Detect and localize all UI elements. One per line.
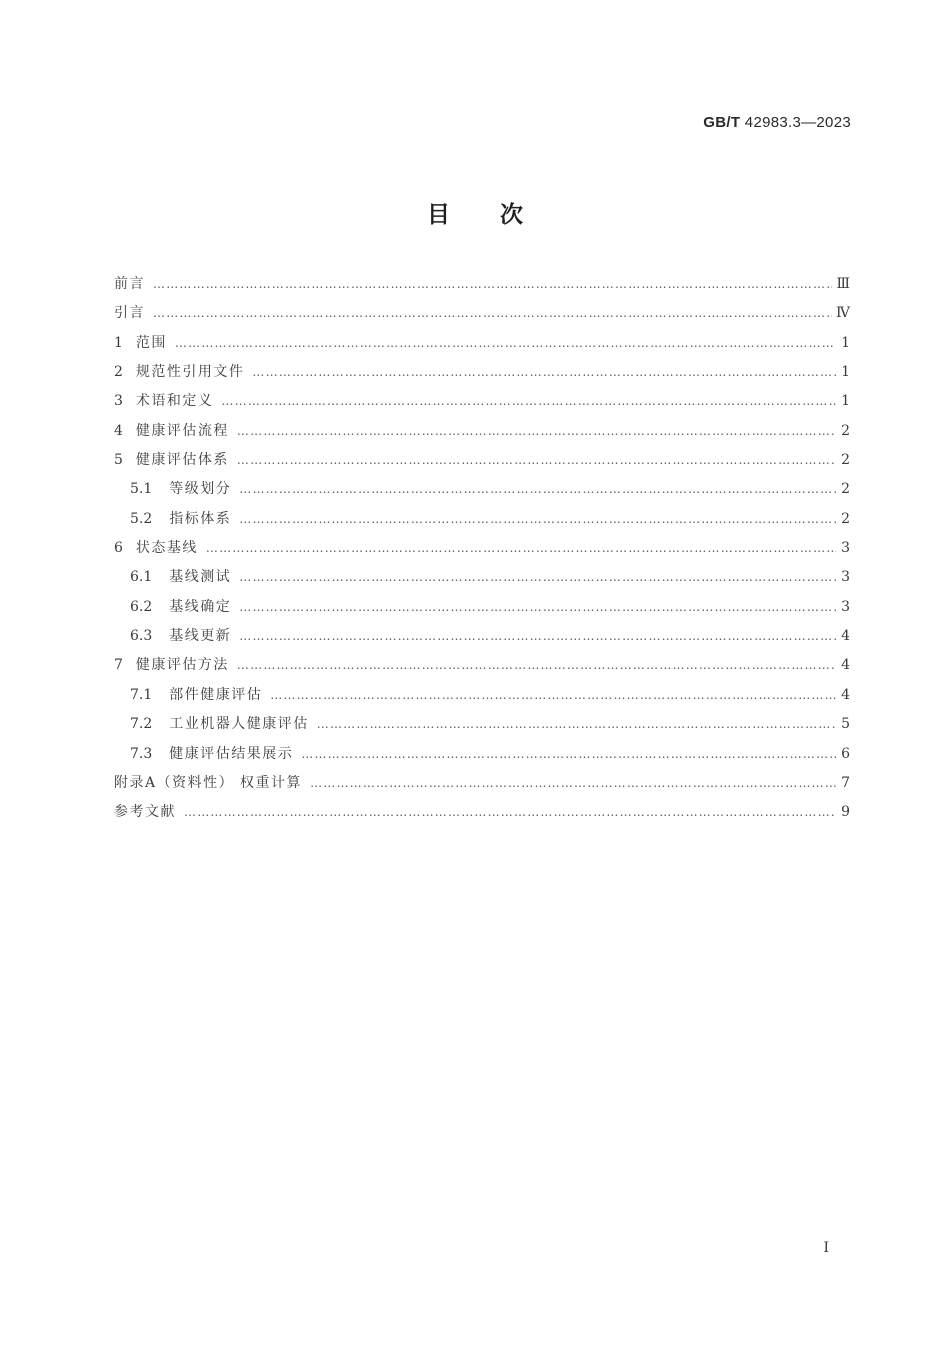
toc-entry-page: 7 xyxy=(841,774,850,791)
toc-entry-number: 4 xyxy=(114,422,123,439)
toc-leader-dots xyxy=(310,769,836,798)
toc-entry-label: 基线更新 xyxy=(169,628,232,645)
toc-entry-label: 参考文献 xyxy=(114,804,176,821)
toc-leader-dots xyxy=(239,505,836,534)
toc-entry[interactable] xyxy=(114,446,850,475)
toc-entry-number: 1 xyxy=(114,334,123,351)
toc-entry[interactable] xyxy=(114,798,850,827)
toc-entry[interactable] xyxy=(114,534,850,563)
toc-entry-label: 基线确定 xyxy=(169,598,232,615)
toc-leader-dots xyxy=(239,593,836,622)
toc-entry-page: 3 xyxy=(841,569,850,586)
toc-entry-page: 1 xyxy=(841,334,850,351)
toc-entry-page: 2 xyxy=(841,452,850,469)
page-number: I xyxy=(823,1240,829,1256)
toc-leader-dots xyxy=(153,299,832,328)
toc-entry-page: 3 xyxy=(841,540,850,557)
toc-leader-dots xyxy=(301,740,836,769)
toc-entry[interactable] xyxy=(114,299,850,328)
toc-entry-number: 7.3 xyxy=(130,745,153,762)
toc-entry-label: 范围 xyxy=(135,334,167,351)
toc-entry-label: 基线测试 xyxy=(169,569,232,586)
toc-entry-label: 健康评估体系 xyxy=(135,452,229,469)
toc-entry[interactable] xyxy=(114,563,850,592)
toc-entry-label: 健康评估结果展示 xyxy=(169,745,294,762)
toc-entry-label: 术语和定义 xyxy=(135,393,214,410)
toc-entry-page: 1 xyxy=(841,364,850,381)
toc-leader-dots xyxy=(317,710,836,739)
toc-entry-label: 规范性引用文件 xyxy=(135,364,245,381)
toc-leader-dots xyxy=(153,270,832,299)
toc-entry-number: 6 xyxy=(114,540,123,557)
toc-entry-number: 6.1 xyxy=(130,569,153,586)
toc-entry-label: 引言 xyxy=(114,305,145,322)
toc-entry[interactable] xyxy=(114,417,850,446)
standard-prefix: GB/T xyxy=(703,114,741,131)
toc-leader-dots xyxy=(239,563,836,592)
toc-entry[interactable] xyxy=(114,505,850,534)
toc-entry[interactable] xyxy=(114,593,850,622)
toc-entry-page: 2 xyxy=(841,422,850,439)
toc-entry-page: Ⅳ xyxy=(836,305,850,322)
toc-leader-dots xyxy=(237,651,836,680)
toc-entry[interactable] xyxy=(114,358,850,387)
table-of-contents xyxy=(114,270,850,828)
toc-entry-page: 4 xyxy=(841,628,850,645)
toc-entry-label: 健康评估方法 xyxy=(135,657,229,674)
standard-number: 42983.3—2023 xyxy=(744,114,851,131)
toc-entry-number: 5 xyxy=(114,452,123,469)
toc-entry-page: 3 xyxy=(841,598,850,615)
toc-entry-page: 4 xyxy=(841,686,850,703)
toc-entry-page: 6 xyxy=(841,745,850,762)
toc-entry-number: 7.2 xyxy=(130,716,153,733)
toc-leader-dots xyxy=(221,387,836,416)
toc-entry[interactable] xyxy=(114,329,850,358)
toc-entry-number: 6.2 xyxy=(130,598,153,615)
toc-leader-dots xyxy=(237,446,836,475)
toc-entry-label: 附录A（资料性） 权重计算 xyxy=(114,774,303,791)
toc-leader-dots xyxy=(239,475,836,504)
toc-entry[interactable] xyxy=(114,622,850,651)
toc-entry-label: 等级划分 xyxy=(169,481,232,498)
toc-leader-dots xyxy=(175,329,836,358)
toc-entry-number: 7 xyxy=(114,657,123,674)
toc-entry-number: 3 xyxy=(114,393,123,410)
toc-entry-page: 4 xyxy=(841,657,850,674)
toc-entry-number: 7.1 xyxy=(130,686,153,703)
toc-entry[interactable] xyxy=(114,387,850,416)
toc-entry-number: 6.3 xyxy=(130,628,153,645)
toc-entry[interactable] xyxy=(114,270,850,299)
toc-entry[interactable] xyxy=(114,740,850,769)
toc-leader-dots xyxy=(252,358,836,387)
toc-entry-page: 2 xyxy=(841,510,850,527)
toc-entry-number: 2 xyxy=(114,364,123,381)
page-title: 目次 xyxy=(427,202,573,228)
toc-entry[interactable] xyxy=(114,651,850,680)
toc-entry-page: 2 xyxy=(841,481,850,498)
toc-leader-dots xyxy=(239,622,836,651)
toc-entry-label: 状态基线 xyxy=(135,540,198,557)
toc-leader-dots xyxy=(206,534,836,563)
toc-entry-label: 前言 xyxy=(114,276,145,292)
toc-leader-dots xyxy=(237,417,836,446)
toc-entry-number: 5.2 xyxy=(130,510,153,527)
toc-entry[interactable] xyxy=(114,769,850,798)
toc-leader-dots xyxy=(184,798,836,827)
toc-entry-label: 健康评估流程 xyxy=(135,422,229,439)
toc-leader-dots xyxy=(270,681,836,710)
toc-entry[interactable] xyxy=(114,681,850,710)
toc-entry[interactable] xyxy=(114,475,850,504)
toc-entry-page: 1 xyxy=(841,393,850,410)
toc-entry-label: 指标体系 xyxy=(169,510,232,527)
toc-entry-number: 5.1 xyxy=(130,481,153,498)
toc-entry-page: 9 xyxy=(841,804,850,821)
toc-entry-label: 部件健康评估 xyxy=(169,686,263,703)
toc-entry[interactable] xyxy=(114,710,850,739)
standard-code xyxy=(703,114,851,131)
toc-entry-label: 工业机器人健康评估 xyxy=(169,716,309,733)
toc-entry-page: Ⅲ xyxy=(836,276,850,292)
toc-entry-page: 5 xyxy=(841,716,850,733)
